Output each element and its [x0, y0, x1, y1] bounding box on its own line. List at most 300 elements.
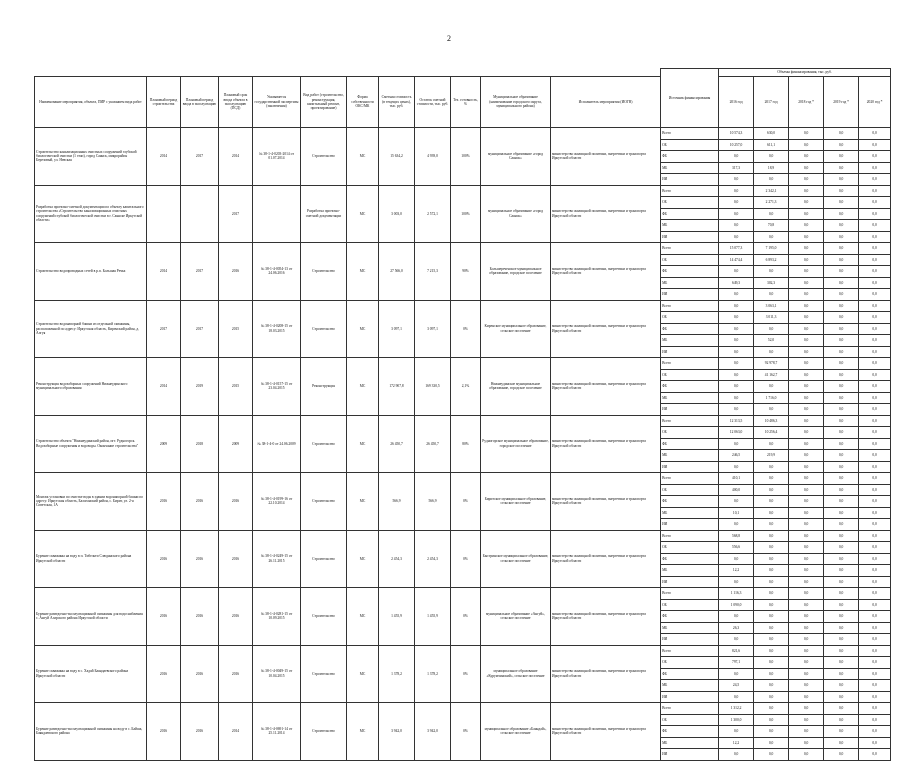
cell-source: ФБ	[661, 496, 719, 508]
cell-amount: 0,0	[789, 300, 824, 312]
cell-source: Всего	[661, 300, 719, 312]
cell-amount: 0,0	[859, 392, 891, 404]
cell-amount: 12 313,5	[719, 415, 754, 427]
cell-source: Всего	[661, 185, 719, 197]
header-volumes: Объемы финансирования, тыс. руб.	[719, 69, 891, 77]
header-forma: Форма собственности ОКС/МК	[347, 77, 379, 128]
cell-amount: 0,0	[754, 484, 789, 496]
cell-rest: 1 378,2	[415, 645, 451, 703]
cell-source: ИИ	[661, 749, 719, 761]
cell-expert: № 38-1-4-0157-15 от 23.04.2015	[253, 358, 301, 416]
cell-source: ИИ	[661, 346, 719, 358]
cell-amount: 0,0	[789, 599, 824, 611]
cell-amount: 0,0	[859, 461, 891, 473]
cell-name: Монтаж установки по очистке воды в здании водонапорной башни по адресу: Иркутская область, Балаганский район, с. Бирит, ул. 2-я Советская, 1А	[35, 473, 147, 531]
cell-amount: 0,0	[859, 323, 891, 335]
cell-amount: 0,0	[789, 346, 824, 358]
cell-amount: 0,0	[789, 726, 824, 738]
cell-amount: 556,6	[719, 542, 754, 554]
header-mo: Муниципальное образование (наименование городского округа, муниципального района)	[481, 77, 551, 128]
cell-amount: 0,0	[789, 220, 824, 232]
cell-amount: 0,0	[719, 208, 754, 220]
cell-expert: № 38-1-4-0249-15 от 26.11.2015	[253, 530, 301, 588]
cell-amount: 0,0	[754, 231, 789, 243]
cell-amount: 400,0	[719, 484, 754, 496]
cell-amount: 0,0	[789, 438, 824, 450]
cell-vvod: 2017	[181, 128, 219, 186]
cell-amount: 0,0	[719, 553, 754, 565]
cell-amount: 0,0	[824, 668, 859, 680]
cell-source: Всего	[661, 530, 719, 542]
cell-amount: 0,0	[789, 519, 824, 531]
cell-amount: 0,0	[754, 542, 789, 554]
cell-amount: 0,0	[859, 450, 891, 462]
cell-amount: 0,0	[789, 289, 824, 301]
cell-source: МБ	[661, 565, 719, 577]
cell-amount: 0,0	[824, 254, 859, 266]
cell-amount: 0,0	[789, 473, 824, 485]
cell-amount: 0,0	[754, 588, 789, 600]
cell-amount: 0,0	[719, 185, 754, 197]
cell-amount: 0,0	[719, 404, 754, 416]
cell-amount: 0,0	[824, 565, 859, 577]
cell-amount: 0,0	[824, 335, 859, 347]
cell-amount: 0,0	[824, 427, 859, 439]
cell-amount: 0,0	[719, 151, 754, 163]
cell-amount: 0,0	[789, 565, 824, 577]
cell-amount: 0,0	[824, 703, 859, 715]
cell-psd: 2016	[219, 530, 253, 588]
cell-amount: 0,0	[859, 358, 891, 370]
cell-amount: 630,0	[754, 128, 789, 140]
cell-amount: 70,8	[754, 220, 789, 232]
cell-mo: Быстринское муниципальное образование, сельское поселение	[481, 530, 551, 588]
cell-psd: 2009	[219, 415, 253, 473]
cell-amount: 0,0	[789, 254, 824, 266]
cell-amount: 0,0	[824, 657, 859, 669]
cell-mo: муниципальное образование «Ангуй», сельское поселение	[481, 588, 551, 646]
cell-name: Бурение скважины на воду в с. Хадай Баяндаевского района Иркутской области	[35, 645, 147, 703]
header-2016: 2016 год	[719, 77, 754, 128]
cell-expert	[253, 185, 301, 243]
cell-cost: 3 942,0	[379, 703, 415, 761]
cell-name: Разработка проектно-сметной документации по объекту капитального строительства «Строительство канализационных очистных сооружений глубокой биологической очистки в г. Саянске Иркутской области»	[35, 185, 147, 243]
cell-amount: 0,0	[824, 726, 859, 738]
cell-amount: 0,0	[719, 392, 754, 404]
cell-expert: № 38-1-4-0199-16 от 22.10.2014	[253, 473, 301, 531]
cell-amount: 0,0	[859, 588, 891, 600]
cell-vvod: 2016	[181, 473, 219, 531]
cell-psd: 2016	[219, 645, 253, 703]
cell-amount: 0,0	[719, 634, 754, 646]
cell-expert: № 38-1-4-0281-15 от 10.09.2015	[253, 588, 301, 646]
cell-amount: 0,0	[859, 657, 891, 669]
cell-amount: 0,0	[754, 599, 789, 611]
cell-ready: 0%	[451, 300, 481, 358]
cell-amount: 52,0	[754, 335, 789, 347]
cell-cost: 2 454,3	[379, 530, 415, 588]
cell-source: ФБ	[661, 553, 719, 565]
cell-amount: 41 162,7	[754, 369, 789, 381]
cell-amount: 0,0	[754, 473, 789, 485]
cell-forma: МС	[347, 415, 379, 473]
cell-source: МБ	[661, 737, 719, 749]
cell-amount: 0,0	[719, 519, 754, 531]
cell-period	[147, 185, 181, 243]
cell-amount: 0,0	[789, 507, 824, 519]
cell-amount: 0,0	[789, 714, 824, 726]
cell-mo: муниципальное образование «Курумчинский», сельское поселение	[481, 645, 551, 703]
cell-source: МБ	[661, 277, 719, 289]
program-table	[34, 68, 891, 761]
cell-amount: 0,0	[789, 542, 824, 554]
cell-amount: 0,0	[789, 185, 824, 197]
cell-amount: 0,0	[859, 668, 891, 680]
cell-amount: 0,0	[789, 680, 824, 692]
cell-mo: Биритское муниципальное образование, сельское поселение	[481, 473, 551, 531]
cell-amount: 0,0	[859, 553, 891, 565]
cell-amount: 0,0	[789, 139, 824, 151]
cell-vid: Строительство	[301, 300, 347, 358]
cell-amount: 0,0	[824, 358, 859, 370]
header-psd: Плановый срок ввода объекта в эксплуатацию (ПСД)	[219, 77, 253, 128]
cell-amount: 0,0	[824, 634, 859, 646]
cell-amount: 0,0	[859, 162, 891, 174]
cell-amount: 0,0	[719, 289, 754, 301]
cell-amount: 0,0	[859, 484, 891, 496]
cell-psd: 2015	[219, 358, 253, 416]
cell-amount: 0,0	[859, 243, 891, 255]
cell-amount: 0,0	[789, 496, 824, 508]
cell-amount: 6 893,2	[754, 254, 789, 266]
cell-amount: 0,0	[719, 726, 754, 738]
cell-amount: 1 716,0	[754, 392, 789, 404]
cell-amount: 0,0	[719, 576, 754, 588]
cell-period: 2016	[147, 645, 181, 703]
cell-amount: 92 978,7	[754, 358, 789, 370]
cell-ispoln: министерство жилищной политики, энергетики и транспорта Иркутской области	[551, 185, 661, 243]
cell-amount: 0,0	[859, 346, 891, 358]
cell-amount: 821,6	[719, 645, 754, 657]
cell-amount: 0,0	[859, 634, 891, 646]
header-source: Источник финансирования	[661, 69, 719, 128]
cell-vid: Строительство	[301, 415, 347, 473]
cell-source: ФБ	[661, 323, 719, 335]
cell-amount: 0,0	[789, 162, 824, 174]
cell-name: Реконструкция водозаборных сооружений Нижнеудинского муниципального образования	[35, 358, 147, 416]
cell-amount: 0,0	[859, 174, 891, 186]
cell-source: ОБ	[661, 714, 719, 726]
cell-source: ФБ	[661, 726, 719, 738]
cell-amount: 0,0	[789, 634, 824, 646]
cell-amount: 0,0	[824, 749, 859, 761]
cell-source: ФБ	[661, 208, 719, 220]
cell-amount: 0,0	[789, 415, 824, 427]
cell-amount: 0,0	[754, 323, 789, 335]
cell-period: 2014	[147, 358, 181, 416]
cell-amount: 0,0	[859, 128, 891, 140]
cell-amount: 0,0	[824, 519, 859, 531]
cell-amount: 0,0	[719, 668, 754, 680]
cell-amount: 0,0	[754, 151, 789, 163]
cell-amount: 0,0	[859, 208, 891, 220]
header-2020: 2020 год *	[859, 77, 891, 128]
cell-amount: 0,0	[824, 392, 859, 404]
cell-rest: 26 450,7	[415, 415, 451, 473]
cell-amount: 26,3	[719, 622, 754, 634]
cell-forma: МС	[347, 473, 379, 531]
cell-mo: Киренское муниципальное образование, сельское поселение	[481, 300, 551, 358]
cell-amount: 0,0	[824, 323, 859, 335]
cell-amount: 3 063,1	[754, 300, 789, 312]
cell-amount: 0,0	[754, 668, 789, 680]
cell-ready: 0%	[451, 645, 481, 703]
cell-amount: 0,0	[754, 622, 789, 634]
cell-amount: 0,0	[859, 542, 891, 554]
cell-amount: 0,0	[859, 565, 891, 577]
cell-amount: 0,0	[754, 634, 789, 646]
cell-amount: 1 312,2	[719, 703, 754, 715]
cell-vid: Реконструкция	[301, 358, 347, 416]
cell-amount: 0,0	[754, 680, 789, 692]
cell-amount: 0,0	[859, 680, 891, 692]
cell-mo: Рудногорское муниципальное образование, городское поселение	[481, 415, 551, 473]
cell-amount: 0,0	[754, 703, 789, 715]
cell-amount: 0,0	[859, 691, 891, 703]
cell-amount: 568,8	[719, 530, 754, 542]
cell-amount: 0,0	[789, 622, 824, 634]
cell-vvod: 2016	[181, 588, 219, 646]
cell-amount: 0,0	[859, 151, 891, 163]
cell-mo: муниципальное образование «город Саянск»	[481, 128, 551, 186]
cell-amount: 317,3	[719, 162, 754, 174]
cell-amount: 0,0	[824, 599, 859, 611]
cell-amount: 0,0	[789, 427, 824, 439]
cell-amount: 0,0	[754, 381, 789, 393]
cell-amount: 0,0	[824, 277, 859, 289]
table-row	[35, 645, 891, 657]
cell-amount: 0,0	[789, 703, 824, 715]
cell-amount: 0,0	[719, 749, 754, 761]
cell-amount: 0,0	[824, 680, 859, 692]
cell-amount: 0,0	[824, 162, 859, 174]
cell-cost: 172 907,8	[379, 358, 415, 416]
cell-expert: № 38-1-4-0208-15 от 18.03.2015	[253, 300, 301, 358]
cell-amount: 0,0	[789, 691, 824, 703]
cell-amount: 0,0	[789, 243, 824, 255]
cell-amount: 10 574,3	[719, 128, 754, 140]
cell-amount: 0,0	[824, 542, 859, 554]
cell-mo: Нижнеудинское муниципальное образование, городское поселение	[481, 358, 551, 416]
cell-amount: 0,0	[789, 484, 824, 496]
cell-expert: № 38-1-4-0691-14 от 25.11.2014	[253, 703, 301, 761]
cell-expert: № 38-1-4-0203-2014 от 01.07.2014	[253, 128, 301, 186]
cell-amount: 12,2	[719, 565, 754, 577]
cell-amount: 219,9	[754, 450, 789, 462]
cell-amount: 0,0	[824, 369, 859, 381]
cell-ready: 2,1%	[451, 358, 481, 416]
cell-psd: 2014	[219, 128, 253, 186]
cell-source: ИИ	[661, 289, 719, 301]
cell-ready: 80%	[451, 415, 481, 473]
cell-amount: 0,0	[859, 576, 891, 588]
cell-name: Бурение разведочно-эксплуатационной скважины на воду в с. Байша, Баяндаевского района	[35, 703, 147, 761]
cell-ready: 90%	[451, 243, 481, 301]
cell-amount: 0,0	[859, 427, 891, 439]
cell-forma: МС	[347, 530, 379, 588]
header-ispoln: Исполнитель мероприятия (ИОГВ)	[551, 77, 661, 128]
cell-vvod: 2018	[181, 415, 219, 473]
cell-ready: 100%	[451, 185, 481, 243]
cell-amount: 0,0	[754, 657, 789, 669]
cell-amount: 0,0	[789, 404, 824, 416]
cell-mo: муниципальное образование «Баяндай», сельское поселение	[481, 703, 551, 761]
cell-amount: 0,0	[824, 415, 859, 427]
cell-source: МБ	[661, 392, 719, 404]
cell-source: ФБ	[661, 668, 719, 680]
cell-vid: Строительство	[301, 473, 347, 531]
cell-expert: № 38-1-4-0 от 24.06.2009	[253, 415, 301, 473]
cell-ispoln: министерство жилищной политики, энергетики и транспорта Иркутской области	[551, 128, 661, 186]
cell-amount: 0,0	[754, 553, 789, 565]
cell-amount: 0,0	[789, 151, 824, 163]
cell-vvod	[181, 185, 219, 243]
cell-amount: 0,0	[719, 312, 754, 324]
cell-amount: 0,0	[824, 622, 859, 634]
cell-amount: 0,0	[789, 737, 824, 749]
cell-vvod: 2016	[181, 645, 219, 703]
cell-source: МБ	[661, 450, 719, 462]
cell-name: Строительство объекта "Нижнеудинский район, пгт. Рудногорск. Водозаборные сооружения и водоводы. Окончание строительства"	[35, 415, 147, 473]
cell-amount: 0,0	[754, 611, 789, 623]
cell-amount: 7 195,0	[754, 243, 789, 255]
cell-mo: Большереченское муниципальное образование, городское поселение	[481, 243, 551, 301]
cell-source: ФБ	[661, 266, 719, 278]
cell-amount: 15 077,3	[719, 243, 754, 255]
cell-ispoln: министерство жилищной политики, энергетики и транспорта Иркутской области	[551, 703, 661, 761]
header-rest: Остаток сметной стоимости, тыс. руб.	[415, 77, 451, 128]
cell-amount: 0,0	[719, 381, 754, 393]
cell-amount: 0,0	[789, 461, 824, 473]
cell-amount: 0,0	[754, 737, 789, 749]
cell-amount: 0,0	[859, 335, 891, 347]
cell-amount: 302,3	[754, 277, 789, 289]
cell-rest: 7 215,3	[415, 243, 451, 301]
cell-forma: МС	[347, 645, 379, 703]
cell-psd: 2016	[219, 588, 253, 646]
table-row	[35, 473, 891, 485]
header-2017: 2017 год	[754, 77, 789, 128]
cell-amount: 0,0	[824, 346, 859, 358]
cell-amount: 0,0	[824, 588, 859, 600]
cell-vid: Строительство	[301, 645, 347, 703]
cell-cost: 3 097,1	[379, 300, 415, 358]
cell-vid: Строительство	[301, 128, 347, 186]
cell-amount: 0,0	[824, 450, 859, 462]
cell-source: ИИ	[661, 634, 719, 646]
cell-amount: 410,1	[719, 473, 754, 485]
cell-amount: 0,0	[719, 231, 754, 243]
cell-amount: 0,0	[824, 484, 859, 496]
cell-forma: МС	[347, 128, 379, 186]
cell-ispoln: министерство жилищной политики, энергетики и транспорта Иркутской области	[551, 358, 661, 416]
cell-ispoln: министерство жилищной политики, энергетики и транспорта Иркутской области	[551, 588, 661, 646]
cell-vvod: 2016	[181, 530, 219, 588]
header-vid: Вид работ (строительство, реконструкция, капитальный ремонт, проектирование)	[301, 77, 347, 128]
cell-amount: 0,0	[789, 174, 824, 186]
cell-mo: муниципальное образование «город Саянск»	[481, 185, 551, 243]
cell-amount: 0,0	[754, 266, 789, 278]
cell-source: ОБ	[661, 312, 719, 324]
cell-amount: 0,0	[789, 588, 824, 600]
cell-amount: 0,0	[719, 335, 754, 347]
cell-amount: 0,0	[859, 749, 891, 761]
cell-source: ИИ	[661, 231, 719, 243]
cell-ispoln: министерство жилищной политики, энергетики и транспорта Иркутской области	[551, 243, 661, 301]
cell-amount: 0,0	[789, 231, 824, 243]
cell-vvod: 2017	[181, 243, 219, 301]
cell-cost: 26 450,7	[379, 415, 415, 473]
cell-amount: 0,0	[824, 496, 859, 508]
cell-vvod: 2019	[181, 358, 219, 416]
cell-amount: 0,0	[859, 277, 891, 289]
cell-source: ИИ	[661, 691, 719, 703]
cell-amount: 0,0	[754, 346, 789, 358]
cell-amount: 0,0	[859, 369, 891, 381]
cell-amount: 0,0	[859, 404, 891, 416]
cell-amount: 2 342,1	[754, 185, 789, 197]
cell-amount: 0,0	[719, 438, 754, 450]
cell-amount: 0,0	[789, 553, 824, 565]
cell-ready: 0%	[451, 703, 481, 761]
cell-amount: 10 256,4	[754, 427, 789, 439]
cell-amount: 0,0	[754, 289, 789, 301]
cell-rest: 566,9	[415, 473, 451, 531]
cell-cost: 27 566,0	[379, 243, 415, 301]
cell-forma: МС	[347, 243, 379, 301]
cell-amount: 0,0	[824, 139, 859, 151]
cell-source: ОБ	[661, 369, 719, 381]
cell-expert: № 38-1-4-0049-15 от 10.04.2015	[253, 645, 301, 703]
cell-amount: 0,0	[859, 139, 891, 151]
table-row	[35, 185, 891, 197]
cell-amount: 0,0	[789, 450, 824, 462]
cell-amount: 0,0	[824, 461, 859, 473]
cell-amount: 0,0	[824, 174, 859, 186]
cell-amount: 0,0	[754, 174, 789, 186]
header-period: Плановый период строительства	[147, 77, 181, 128]
cell-amount: 0,0	[789, 657, 824, 669]
cell-amount: 0,0	[859, 185, 891, 197]
cell-source: Всего	[661, 645, 719, 657]
cell-amount: 0,0	[789, 645, 824, 657]
cell-cost: 566,9	[379, 473, 415, 531]
cell-amount: 0,0	[859, 289, 891, 301]
cell-source: ОБ	[661, 599, 719, 611]
cell-amount: 0,0	[824, 151, 859, 163]
cell-amount: 0,0	[719, 358, 754, 370]
cell-forma: МС	[347, 703, 379, 761]
cell-amount: 0,0	[754, 507, 789, 519]
cell-period: 2016	[147, 588, 181, 646]
cell-amount: 0,0	[824, 197, 859, 209]
cell-amount: 14 474,4	[719, 254, 754, 266]
cell-source: ОБ	[661, 254, 719, 266]
cell-source: ФБ	[661, 611, 719, 623]
header-name: Наименование мероприятия, объекта, ПИР с указанием вида работ	[35, 77, 147, 128]
cell-amount: 0,0	[859, 714, 891, 726]
cell-source: ОБ	[661, 427, 719, 439]
